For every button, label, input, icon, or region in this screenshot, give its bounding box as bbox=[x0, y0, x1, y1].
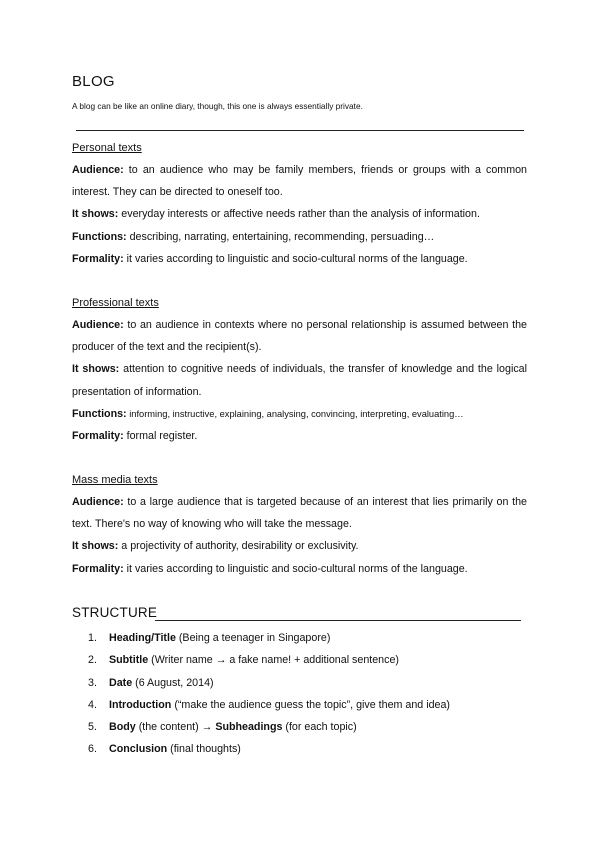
item-text-secondary: (for each topic) bbox=[282, 721, 357, 734]
audience-paragraph bbox=[72, 314, 527, 358]
list-number: 3. bbox=[88, 676, 97, 689]
field-label: Formality: bbox=[72, 252, 124, 265]
list-item bbox=[88, 738, 450, 760]
item-text: (Being a teenager in Singapore) bbox=[175, 632, 331, 644]
field-label: It shows: bbox=[72, 208, 119, 221]
page-title: BLOG bbox=[72, 73, 115, 90]
structure-underline bbox=[155, 620, 521, 621]
item-bold: Subtitle bbox=[109, 654, 149, 667]
page-subtitle: A blog can be like an online diary, though, this one is always essentially private. bbox=[72, 101, 363, 111]
section-heading: Professional texts bbox=[72, 297, 159, 309]
formality-paragraph bbox=[72, 425, 527, 447]
item-bold: Introduction bbox=[109, 698, 172, 711]
item-text: (the content) → bbox=[135, 721, 216, 734]
item-text: (“make the audience guess the topic”, give them and idea) bbox=[171, 698, 450, 711]
functions-paragraph bbox=[72, 226, 527, 248]
field-text: to an audience who may be family members, friends or groups with a common interest. They can be directed to oneself too. bbox=[72, 164, 527, 199]
list-item bbox=[88, 672, 450, 694]
section-personal-texts bbox=[72, 142, 527, 270]
field-text: to a large audience that is targeted because of an interest that lies primarily on the text. There's no way of knowing who will take the message. bbox=[72, 496, 527, 531]
list-number: 6. bbox=[88, 743, 97, 756]
functions-paragraph bbox=[72, 403, 527, 425]
list-item bbox=[88, 716, 450, 738]
field-label: Audience: bbox=[72, 164, 124, 176]
field-text: attention to cognitive needs of individuals, the transfer of knowledge and the logical presentation of information. bbox=[72, 363, 527, 398]
divider-line bbox=[76, 130, 524, 131]
field-label: Formality: bbox=[72, 430, 124, 443]
field-label: It shows: bbox=[72, 363, 120, 376]
item-text: (6 August, 2014) bbox=[132, 676, 214, 689]
structure-title: STRUCTURE bbox=[72, 605, 158, 620]
item-bold: Body bbox=[109, 721, 136, 734]
item-bold: Date bbox=[109, 676, 133, 689]
it-shows-paragraph bbox=[72, 535, 527, 557]
list-item bbox=[88, 627, 450, 649]
structure-list bbox=[88, 627, 450, 761]
field-text: a projectivity of authority, desirability or exclusivity. bbox=[118, 540, 359, 553]
section-heading: Mass media texts bbox=[72, 474, 158, 486]
field-text: to an audience in contexts where no personal relationship is assumed between the producer of the text and the recipient(s). bbox=[72, 319, 527, 354]
section-mass-media-texts bbox=[72, 474, 527, 580]
list-number: 2. bbox=[88, 654, 97, 667]
item-bold: Conclusion bbox=[109, 743, 168, 756]
item-text: (final thoughts) bbox=[167, 743, 241, 756]
audience-paragraph bbox=[72, 491, 527, 535]
section-professional-texts bbox=[72, 297, 527, 447]
field-label: Functions: bbox=[72, 407, 127, 420]
list-number: 4. bbox=[88, 698, 97, 711]
field-text: everyday interests or affective needs rather than the analysis of information. bbox=[118, 208, 480, 221]
formality-paragraph bbox=[72, 558, 527, 580]
field-text: formal register. bbox=[123, 430, 198, 443]
field-label: Functions: bbox=[72, 230, 127, 243]
it-shows-paragraph bbox=[72, 203, 527, 225]
list-item bbox=[88, 649, 450, 671]
formality-paragraph bbox=[72, 248, 527, 270]
it-shows-paragraph bbox=[72, 358, 527, 402]
field-text: it varies according to linguistic and socio-cultural norms of the language. bbox=[123, 252, 468, 265]
field-text: informing, instructive, explaining, analysing, convincing, interpreting, evaluating… bbox=[126, 408, 464, 419]
field-label: Audience: bbox=[72, 319, 124, 331]
field-label: It shows: bbox=[72, 540, 119, 553]
list-number: 1. bbox=[88, 632, 97, 644]
item-bold: Heading/Title bbox=[109, 632, 176, 644]
field-label: Audience: bbox=[72, 496, 124, 508]
list-number: 5. bbox=[88, 721, 97, 734]
list-item bbox=[88, 694, 450, 716]
audience-paragraph bbox=[72, 159, 527, 203]
section-heading: Personal texts bbox=[72, 142, 142, 154]
item-text: (Writer name → a fake name! + additional sentence) bbox=[148, 654, 399, 667]
field-label: Formality: bbox=[72, 562, 124, 575]
field-text: describing, narrating, entertaining, recommending, persuading… bbox=[126, 230, 435, 243]
field-text: it varies according to linguistic and socio-cultural norms of the language. bbox=[123, 562, 468, 575]
item-bold-secondary: Subheadings bbox=[215, 721, 283, 734]
